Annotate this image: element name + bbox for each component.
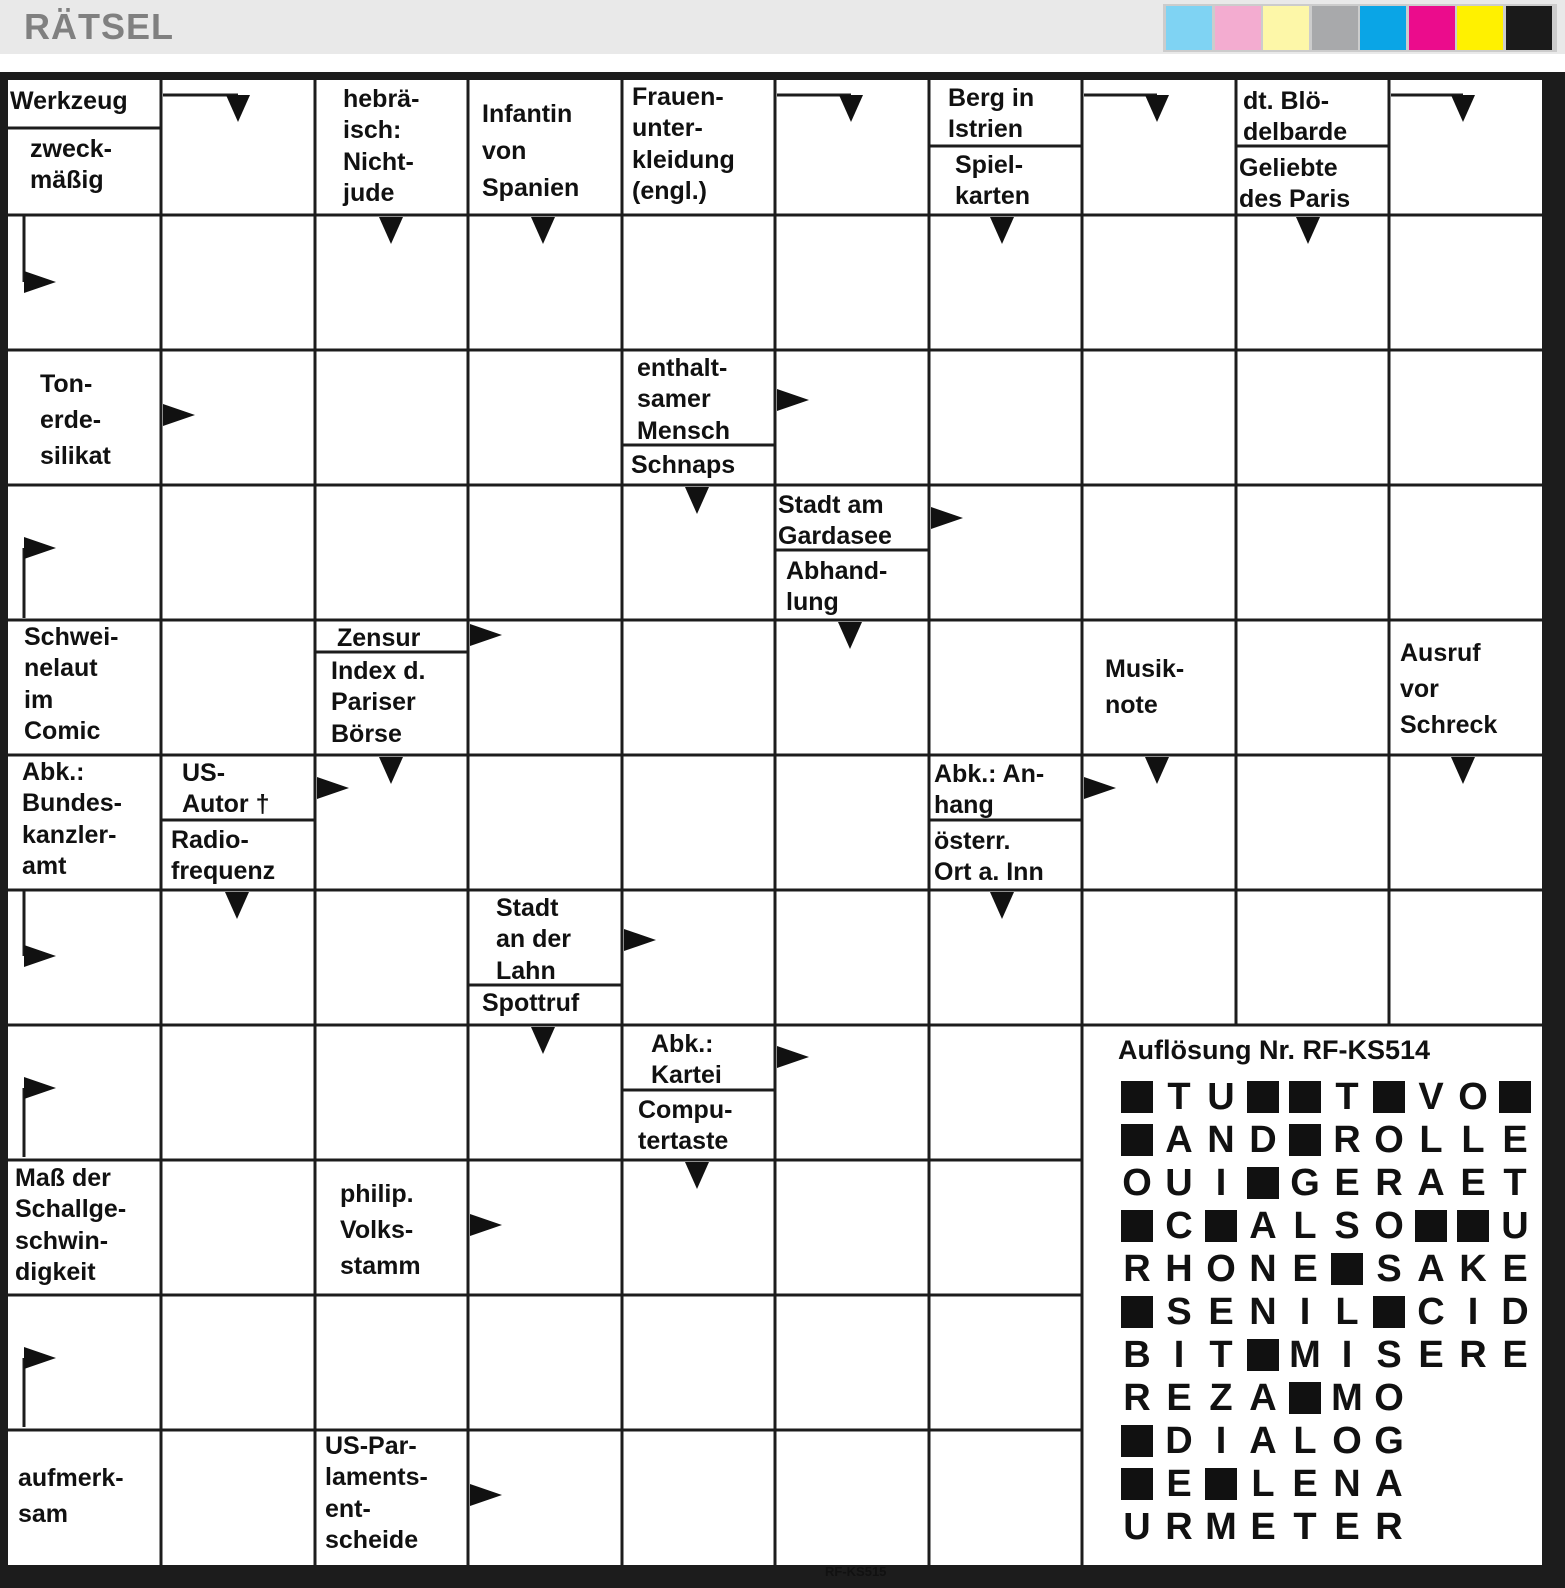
clue-line: hang <box>934 791 994 820</box>
solution-letter: A <box>1249 1419 1277 1462</box>
clue-line: sam <box>18 1500 69 1528</box>
clue-line: Abk.: <box>651 1030 714 1058</box>
solution-letter: T <box>1335 1075 1359 1118</box>
solution-letter: I <box>1215 1161 1227 1204</box>
clue-line: Lahn <box>496 956 556 985</box>
clue-gardasee <box>778 490 892 553</box>
solution-letter: T <box>1293 1505 1317 1548</box>
black-square-icon <box>1331 1253 1363 1285</box>
clue-line: Abk.: An- <box>934 760 1045 788</box>
clue-line: Berg in <box>948 84 1035 112</box>
clue-line: österr. <box>934 827 1011 855</box>
clue-line: aufmerk- <box>18 1464 124 1492</box>
clue-line: Ton- <box>40 370 93 398</box>
clue-kartei <box>651 1029 722 1092</box>
solution-letter: A <box>1417 1161 1445 1204</box>
solution-title: Auflösung Nr. RF-KS514 <box>1118 1035 1431 1065</box>
solution-letter: L <box>1293 1419 1317 1462</box>
puzzle-code: RF-KS515 <box>825 1564 887 1579</box>
clue-line: ent- <box>325 1494 371 1523</box>
clue-line: scheide <box>325 1525 419 1554</box>
solution-letter: E <box>1502 1247 1528 1290</box>
solution-letter: E <box>1502 1333 1528 1376</box>
solution-letter: R <box>1123 1376 1151 1419</box>
clue-line: samer <box>637 385 711 414</box>
black-square-icon <box>1247 1167 1279 1199</box>
clue-line: mäßig <box>30 166 104 195</box>
clue-line: Istrien <box>948 115 1024 144</box>
solution-letter: R <box>1375 1505 1403 1548</box>
black-square-icon <box>1205 1468 1237 1500</box>
clue-line: erde- <box>40 406 102 434</box>
clue-line: kleidung <box>632 145 735 174</box>
black-square-icon <box>1373 1296 1405 1328</box>
solution-row <box>1116 1076 1552 1119</box>
clue-zweckmaessig <box>30 134 112 197</box>
clue-ausruf <box>1400 635 1497 743</box>
clue-line: isch: <box>343 116 402 145</box>
black-square-icon <box>1121 1425 1153 1457</box>
black-square-icon <box>1121 1081 1153 1113</box>
clue-line: jude <box>343 178 395 207</box>
clue-line: laments- <box>325 1463 428 1492</box>
clue-line: Comic <box>24 716 101 745</box>
solution-letter: O <box>1458 1075 1488 1118</box>
clue-line: Musik- <box>1105 655 1185 683</box>
solution-row <box>1116 1205 1552 1248</box>
solution-letter: R <box>1333 1118 1361 1161</box>
clue-line: (engl.) <box>632 176 707 205</box>
solution-letter: E <box>1334 1161 1360 1204</box>
clue-tonerde <box>40 366 111 474</box>
clue-line: Autor † <box>182 790 270 819</box>
solution-letter: E <box>1292 1462 1318 1505</box>
solution-black-cell <box>1116 1463 1158 1505</box>
clue-line: Mensch <box>637 416 731 445</box>
solution-black-cell <box>1242 1076 1284 1118</box>
solution-black-cell <box>1116 1205 1158 1247</box>
clue-line: vor <box>1400 675 1439 703</box>
solution-letter: G <box>1374 1419 1404 1462</box>
clue-bundeskanzleramt <box>22 757 122 882</box>
solution-letter: O <box>1206 1247 1236 1290</box>
clue-line: an der <box>496 925 572 954</box>
black-square-icon <box>1205 1210 1237 1242</box>
solution-letter: I <box>1173 1333 1185 1376</box>
clue-line: hebrä- <box>343 85 420 113</box>
solution-black-cell <box>1452 1205 1494 1247</box>
clue-line: Schwei- <box>24 623 119 651</box>
solution-letter: A <box>1375 1462 1403 1505</box>
solution-letter: U <box>1207 1075 1235 1118</box>
clue-line: Maß der <box>15 1164 111 1192</box>
black-square-icon <box>1373 1081 1405 1113</box>
clue-frauen <box>632 82 735 207</box>
clue-line: Stadt am <box>778 491 884 519</box>
clue-line: Schnaps <box>631 451 736 479</box>
solution-row <box>1116 1291 1552 1334</box>
clue-volksstamm <box>340 1176 421 1284</box>
clue-infantin <box>482 96 579 207</box>
solution-letter: N <box>1207 1118 1235 1161</box>
clue-schall <box>15 1163 126 1288</box>
solution-black-cell <box>1410 1205 1452 1247</box>
clue-line: Volks- <box>340 1216 414 1244</box>
black-square-icon <box>1247 1081 1279 1113</box>
solution-black-cell <box>1116 1119 1158 1161</box>
clue-bloedelbarde <box>1243 86 1347 149</box>
clue-abhandlung <box>786 556 887 619</box>
solution-black-cell <box>1242 1162 1284 1204</box>
solution-letter: K <box>1459 1247 1487 1290</box>
solution-row <box>1116 1377 1552 1420</box>
clue-usautor <box>182 758 270 821</box>
clue-line: Nicht- <box>343 147 414 176</box>
solution-letter: I <box>1215 1419 1227 1462</box>
solution-letter: D <box>1249 1118 1277 1161</box>
solution-letter: N <box>1333 1462 1361 1505</box>
clue-line: schwin- <box>15 1226 109 1255</box>
clue-line: Bundes- <box>22 789 122 818</box>
clue-computertaste <box>638 1095 732 1158</box>
clue-berg <box>948 83 1034 146</box>
clue-line: Frauen- <box>632 83 724 111</box>
clue-lahn <box>496 893 571 987</box>
solution-letter: R <box>1165 1505 1193 1548</box>
clue-spottruf <box>482 988 579 1019</box>
solution-letter: E <box>1418 1333 1444 1376</box>
solution-letter: O <box>1332 1419 1362 1462</box>
solution-letter: R <box>1459 1333 1487 1376</box>
clue-enthaltsam <box>637 353 730 447</box>
solution-letter: H <box>1165 1247 1193 1290</box>
solution-letter: O <box>1374 1118 1404 1161</box>
solution-row <box>1116 1162 1552 1205</box>
solution-letter: S <box>1376 1247 1402 1290</box>
solution-letter: C <box>1165 1204 1193 1247</box>
solution-letter: V <box>1418 1075 1444 1118</box>
clue-line: Kartei <box>651 1061 722 1090</box>
solution-letter: S <box>1376 1333 1402 1376</box>
clue-line: Werkzeug <box>10 87 128 115</box>
solution-letter: R <box>1375 1161 1403 1204</box>
black-square-icon <box>1121 1124 1153 1156</box>
solution-grid <box>1092 1076 1552 1549</box>
solution-letter: L <box>1461 1118 1485 1161</box>
clue-line: Abhand- <box>786 557 888 585</box>
black-square-icon <box>1289 1382 1321 1414</box>
solution-row <box>1116 1463 1552 1506</box>
clue-oesterr <box>934 826 1044 889</box>
clue-line: stamm <box>340 1252 421 1280</box>
clue-line: Gardasee <box>778 522 892 551</box>
solution-letter: D <box>1165 1419 1193 1462</box>
solution-letter: U <box>1501 1204 1529 1247</box>
solution-letter: I <box>1299 1290 1311 1333</box>
solution-letter: M <box>1331 1376 1363 1419</box>
clue-line: nelaut <box>24 654 98 683</box>
solution-letter: L <box>1419 1118 1443 1161</box>
solution-letter: T <box>1503 1161 1527 1204</box>
solution-letter: T <box>1209 1333 1233 1376</box>
clue-line: Spottruf <box>482 989 580 1017</box>
clue-line: Index d. <box>331 657 426 685</box>
solution-letter: E <box>1460 1161 1486 1204</box>
solution-letter: T <box>1167 1075 1191 1118</box>
clue-line: dt. Blö- <box>1243 87 1330 115</box>
solution-letter: M <box>1289 1333 1321 1376</box>
solution-black-cell <box>1284 1377 1326 1419</box>
solution-letter: C <box>1417 1290 1445 1333</box>
clue-werkzeug <box>10 86 128 117</box>
solution-black-cell <box>1368 1291 1410 1333</box>
clue-line: Compu- <box>638 1096 733 1124</box>
solution-letter: M <box>1205 1505 1237 1548</box>
solution-row <box>1116 1506 1552 1549</box>
clue-line: Ort a. Inn <box>934 858 1044 887</box>
clue-aufmerksam <box>18 1460 124 1532</box>
clue-line: Schallge- <box>15 1195 127 1224</box>
clue-spielkarten <box>955 150 1030 213</box>
solution-letter: O <box>1122 1161 1152 1204</box>
black-square-icon <box>1289 1081 1321 1113</box>
clue-musiknote <box>1105 651 1184 723</box>
clue-line: amt <box>22 851 67 880</box>
clue-line: im <box>24 685 54 714</box>
clue-radiofrequenz <box>171 825 275 888</box>
clue-line: enthalt- <box>637 354 728 382</box>
clue-line: Zensur <box>337 624 421 652</box>
solution-letter: N <box>1249 1247 1277 1290</box>
clue-line: Spiel- <box>955 151 1024 179</box>
clue-hebraeisch <box>343 84 419 209</box>
clue-line: delbarde <box>1243 118 1348 147</box>
solution-row <box>1116 1420 1552 1463</box>
clue-line: Geliebte <box>1239 154 1338 182</box>
clue-line: lung <box>786 588 839 617</box>
solution-letter: A <box>1417 1247 1445 1290</box>
solution-black-cell <box>1494 1076 1536 1118</box>
clue-schweinelaut <box>24 622 118 747</box>
clue-schnaps <box>631 450 735 481</box>
clue-line: unter- <box>632 114 703 143</box>
solution-letter: A <box>1165 1118 1193 1161</box>
solution-letter: I <box>1467 1290 1479 1333</box>
black-square-icon <box>1247 1339 1279 1371</box>
solution-letter: A <box>1249 1204 1277 1247</box>
solution-letter: O <box>1374 1376 1404 1419</box>
clue-index <box>331 656 425 750</box>
clue-line: tertaste <box>638 1127 729 1156</box>
solution-black-cell <box>1116 1076 1158 1118</box>
clue-line: Spanien <box>482 174 580 202</box>
clue-line: frequenz <box>171 857 276 886</box>
clue-line: zweck- <box>30 135 112 163</box>
solution-black-cell <box>1284 1119 1326 1161</box>
solution-letter: E <box>1166 1462 1192 1505</box>
black-square-icon <box>1121 1468 1153 1500</box>
solution-black-cell <box>1116 1291 1158 1333</box>
solution-letter: E <box>1250 1505 1276 1548</box>
clue-line: von <box>482 137 527 165</box>
clue-line: Börse <box>331 719 402 748</box>
solution-black-cell <box>1242 1334 1284 1376</box>
clue-line: des Paris <box>1239 185 1351 214</box>
solution-letter: L <box>1293 1204 1317 1247</box>
solution-letter: L <box>1251 1462 1275 1505</box>
clue-line: Pariser <box>331 688 416 717</box>
clue-anhang <box>934 759 1044 822</box>
solution-letter: A <box>1249 1376 1277 1419</box>
black-square-icon <box>1121 1210 1153 1242</box>
clue-line: digkeit <box>15 1257 96 1286</box>
solution-letter: B <box>1123 1333 1151 1376</box>
clue-line: US-Par- <box>325 1432 417 1460</box>
solution-letter: G <box>1290 1161 1320 1204</box>
solution-row <box>1116 1334 1552 1377</box>
solution-letter: L <box>1335 1290 1359 1333</box>
black-square-icon <box>1457 1210 1489 1242</box>
black-square-icon <box>1289 1124 1321 1156</box>
solution-black-cell <box>1284 1076 1326 1118</box>
clue-line: Schreck <box>1400 711 1498 739</box>
solution-row <box>1116 1119 1552 1162</box>
solution-black-cell <box>1326 1248 1368 1290</box>
solution-letter: E <box>1334 1505 1360 1548</box>
clue-line: silikat <box>40 442 111 470</box>
solution-black-cell <box>1200 1205 1242 1247</box>
clue-line: Radio- <box>171 826 249 854</box>
solution-letter: R <box>1123 1247 1151 1290</box>
solution-row <box>1116 1248 1552 1291</box>
solution-letter: E <box>1502 1118 1528 1161</box>
solution-letter: Z <box>1209 1376 1233 1419</box>
black-square-icon <box>1121 1296 1153 1328</box>
clue-usparlament <box>325 1431 428 1556</box>
clue-line: Infantin <box>482 100 573 128</box>
clue-line: karten <box>955 182 1031 211</box>
solution-panel <box>1092 1035 1552 1549</box>
solution-letter: D <box>1501 1290 1529 1333</box>
black-square-icon <box>1415 1210 1447 1242</box>
solution-letter: E <box>1166 1376 1192 1419</box>
black-square-icon <box>1499 1081 1531 1113</box>
solution-letter: U <box>1123 1505 1151 1548</box>
solution-black-cell <box>1368 1076 1410 1118</box>
clue-geliebte <box>1239 153 1350 216</box>
solution-letter: O <box>1374 1204 1404 1247</box>
solution-letter: N <box>1249 1290 1277 1333</box>
clue-line: philip. <box>340 1180 414 1208</box>
clue-line: note <box>1105 691 1158 719</box>
solution-letter: U <box>1165 1161 1193 1204</box>
solution-black-cell <box>1200 1463 1242 1505</box>
solution-letter: S <box>1334 1204 1360 1247</box>
solution-letter: E <box>1292 1247 1318 1290</box>
clue-zensur <box>337 623 420 654</box>
page-title: RÄTSEL <box>24 6 174 47</box>
clue-line: US- <box>182 759 226 787</box>
clue-line: kanzler- <box>22 820 117 849</box>
solution-letter: E <box>1208 1290 1234 1333</box>
clue-line: Stadt <box>496 894 559 922</box>
solution-letter: I <box>1341 1333 1353 1376</box>
solution-black-cell <box>1116 1420 1158 1462</box>
clue-line: Abk.: <box>22 758 85 786</box>
solution-letter: S <box>1166 1290 1192 1333</box>
clue-line: Ausruf <box>1400 639 1481 667</box>
